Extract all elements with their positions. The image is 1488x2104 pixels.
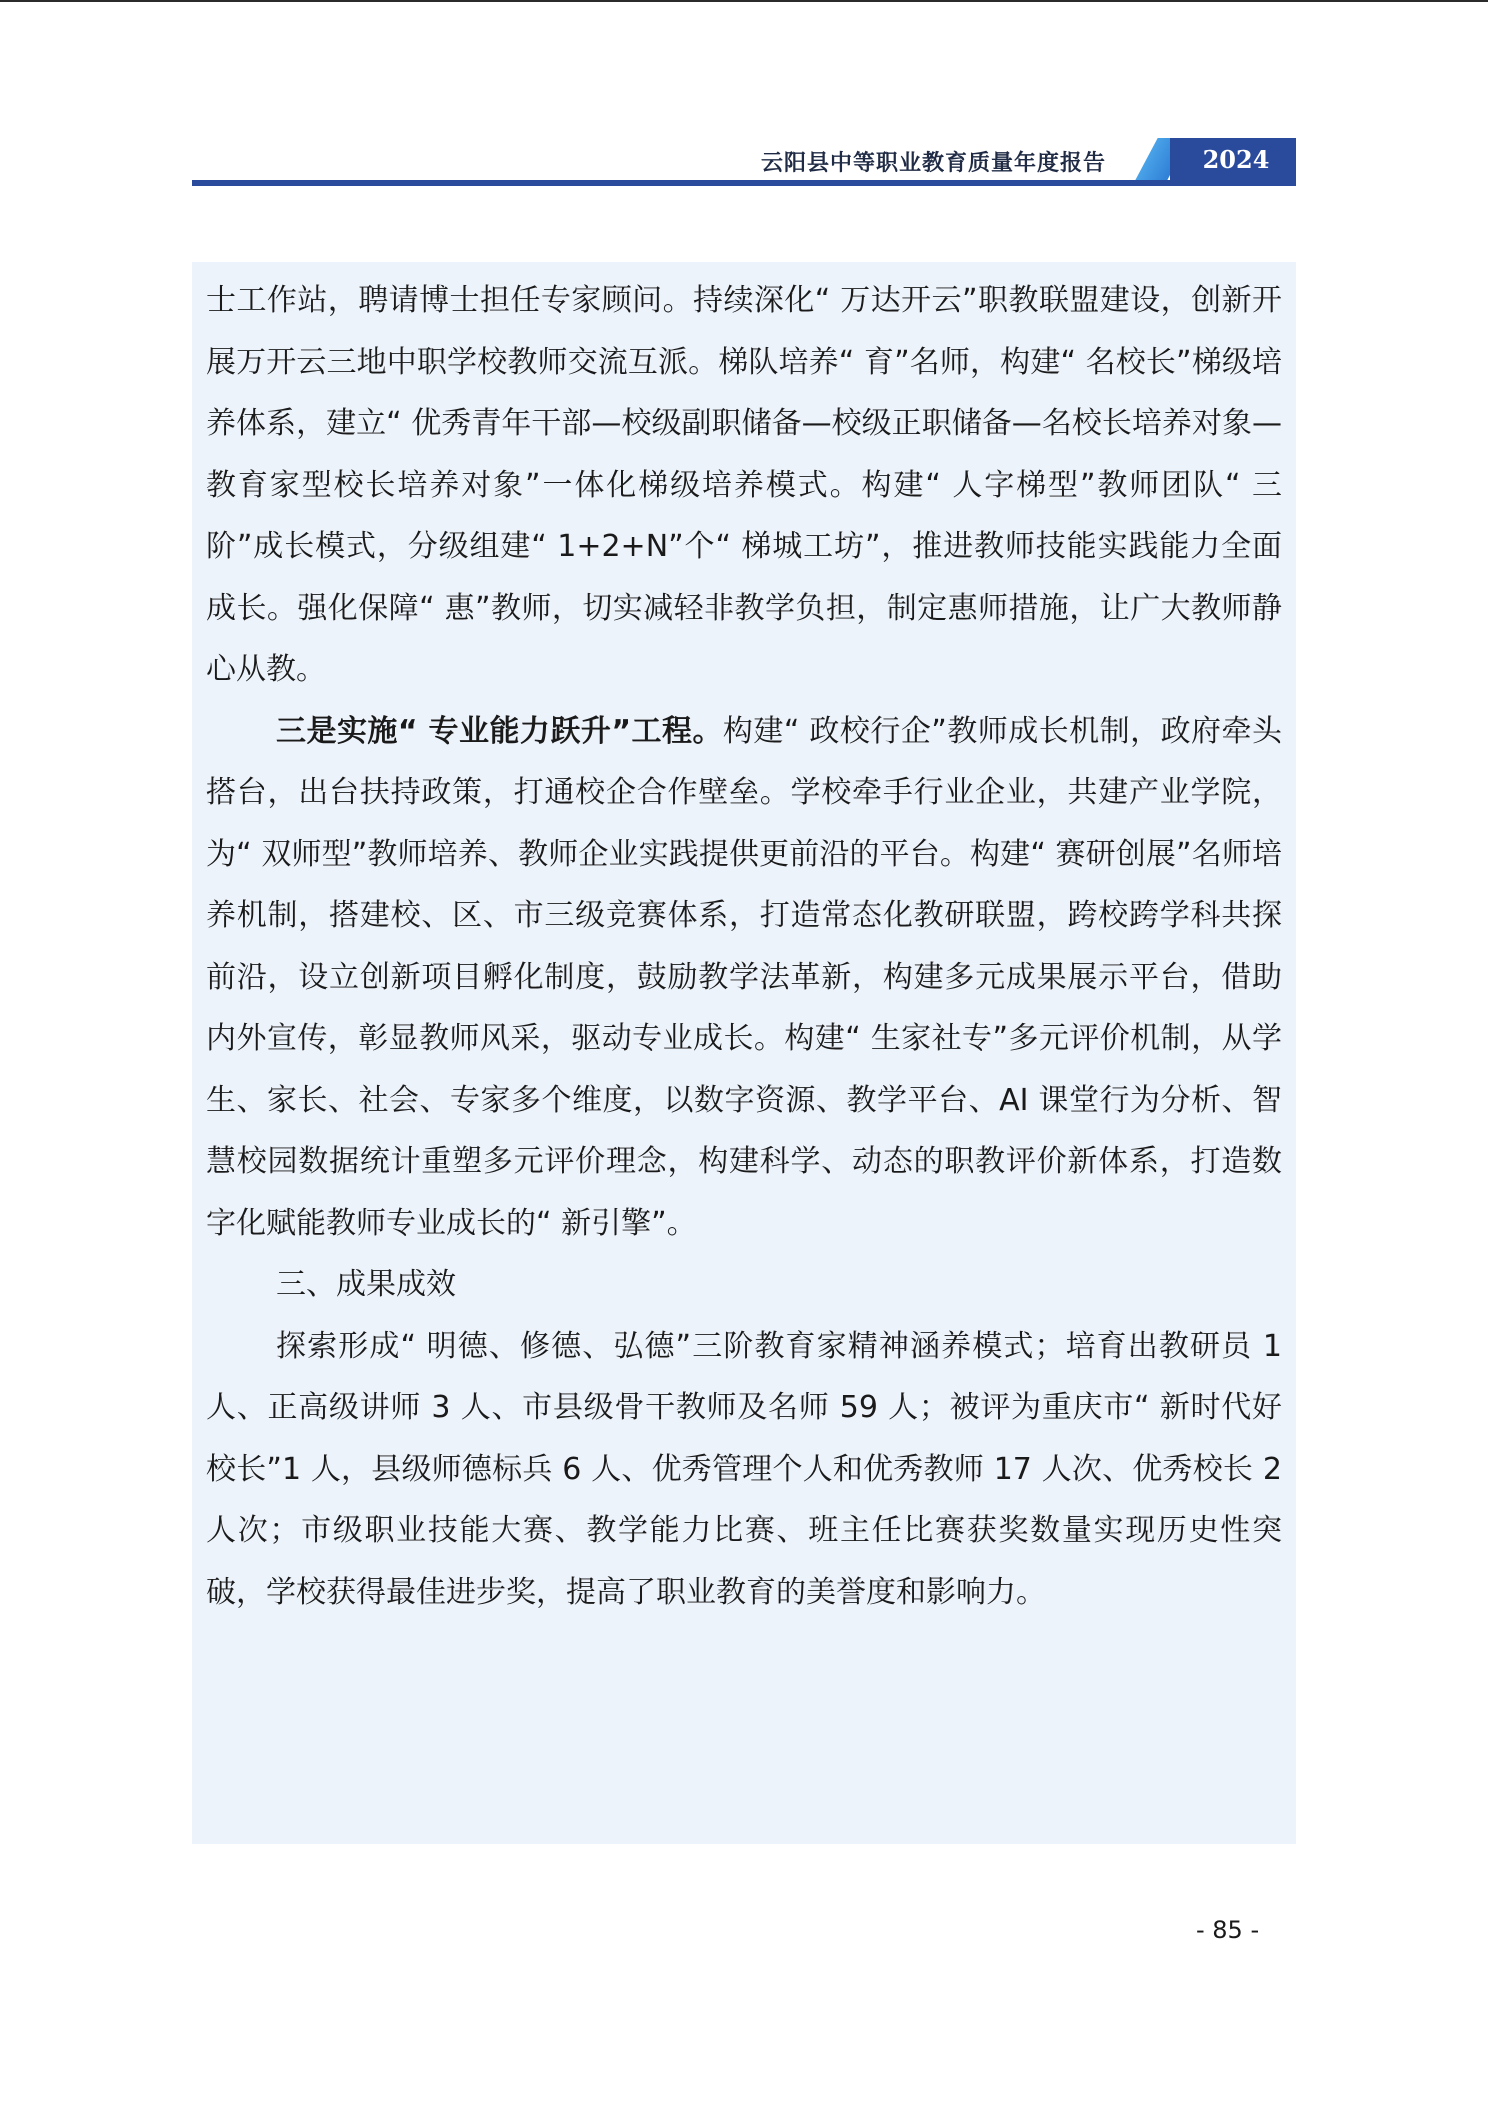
header-rule xyxy=(192,180,1296,186)
page-number: - 85 - xyxy=(1196,1916,1260,1944)
report-year: 2024 xyxy=(1202,145,1270,174)
top-border-line xyxy=(0,0,1488,2)
paragraph-continuation: 士工作站，聘请博士担任专家顾问。持续深化“ 万达开云”职教联盟建设，创新开展万开云三地中职学校教师交流互派。梯队培养“ 育”名师，构建“ 名校长”梯级培养体系，建立“ 优秀青年干部—校级副职储备—校级正职储备—名校长培养对象—教育家型校长培养对象”一体化梯级培养模式。构建“ 人字梯型”教师团队“ 三阶”成长模式，分级组建“ 1+2+N”个“ 梯城工坊”，推进教师技能实践能力全面成长。强化保障“ 惠”教师，切实减轻非教学负担，制定惠师措施，让广大教师静心从教。 xyxy=(206,283,1282,687)
page-header xyxy=(192,138,1296,186)
paragraph-body: 构建“ 政校行企”教师成长机制，政府牵头搭台，出台扶持政策，打通校企合作壁垒。学校牵手行业企业，共建产业学院，为“ 双师型”教师培养、教师企业实践提供更前沿的平台。构建“ 赛研创展”名师培养机制，搭建校、区、市三级竞赛体系，打造常态化教研联盟，跨校跨学科共探前沿，设立创新项目孵化制度，鼓励教学法革新，构建多元成果展示平台，借助内外宣传，彰显教师风采，驱动专业成长。构建“ 生家社专”多元评价机制，从学生、家长、社会、专家多个维度，以数字资源、教学平台、AI 课堂行为分析、智慧校园数据统计重塑多元评价理念，构建科学、动态的职教评价新体系，打造数字化赋能教师专业成长的“ 新引擎”。 xyxy=(206,713,1282,1241)
section-heading: 三、成果成效 xyxy=(276,1267,456,1302)
paragraph-lead-bold: 三是实施“ 专业能力跃升”工程。 xyxy=(276,713,723,749)
content-panel xyxy=(192,262,1296,1844)
paragraph-results: 探索形成“ 明德、修德、弘德”三阶教育家精神涵养模式；培育出教研员 1 人、正高级讲师 3 人、市县级骨干教师及名师 59 人；被评为重庆市“ 新时代好校长”1 人，县级师德标兵 6 人、优秀管理个人和优秀教师 17 人次、优秀校长 2 人次；市级职业技能大赛、教学能力比赛、班主任比赛获奖数量实现历史性突破，学校获得最佳进步奖，提高了职业教育的美誉度和影响力。 xyxy=(206,1328,1282,1610)
report-title: 云阳县中等职业教育质量年度报告 xyxy=(760,150,1106,176)
body-text xyxy=(206,270,1282,1623)
paragraph-professional-ability xyxy=(206,701,1282,1255)
